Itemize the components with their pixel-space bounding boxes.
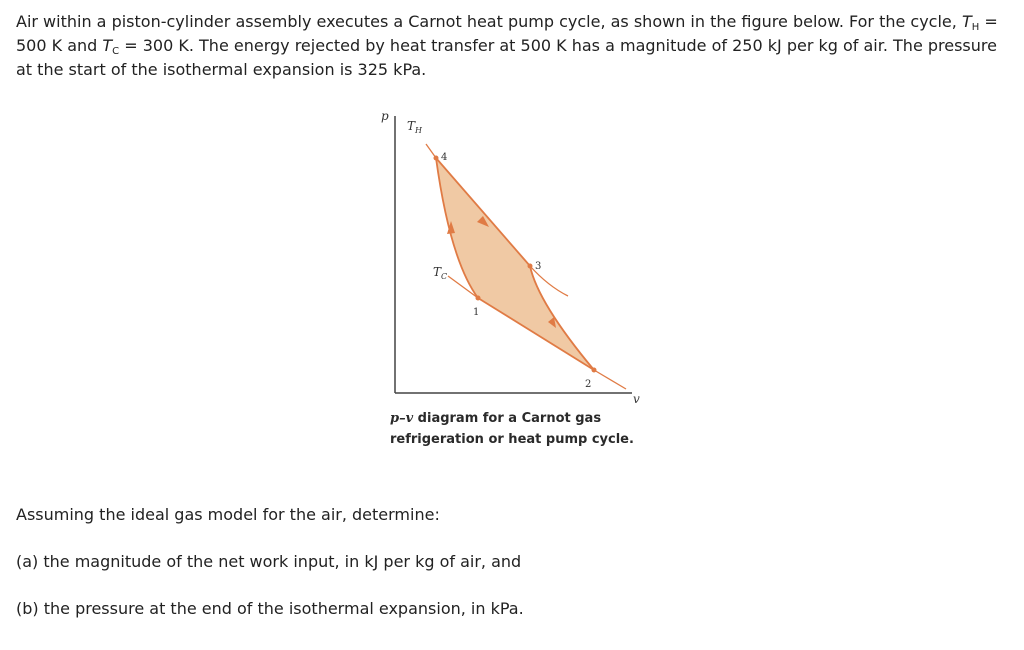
- state-point-3: [528, 264, 533, 269]
- point-label-2: 2: [585, 379, 592, 390]
- tc-subscript: C: [112, 46, 120, 57]
- x-axis-label: v: [633, 392, 640, 406]
- th-label: $T_H$: [407, 119, 422, 135]
- problem-text-3: = 300 K. The energy rejected by heat transfer at 500 K has a magnitude of 250 kJ per kg of air. The pressure at the start of the isothermal expansion is 325 kPa.: [16, 36, 997, 79]
- state-point-2: [592, 368, 597, 373]
- tc-isotherm-lower: [594, 370, 626, 389]
- state-point-4: [434, 156, 439, 161]
- caption-line-1-text: diagram for a Carnot gas: [413, 411, 602, 426]
- pv-diagram: [370, 108, 650, 453]
- question-part-b: (b) the pressure at the end of the isothermal expansion, in kPa.: [16, 599, 524, 618]
- caption-pv: p–v: [390, 411, 414, 426]
- caption-line-1: [390, 408, 650, 429]
- problem-text-2: = 500 K and: [16, 12, 998, 55]
- state-point-1: [476, 296, 481, 301]
- problem-statement: [16, 10, 1012, 82]
- th-subscript: H: [971, 22, 980, 33]
- pv-diagram-svg: [370, 108, 650, 408]
- problem-text-1: Air within a piston-cylinder assembly executes a Carnot heat pump cycle, as shown in the figure below. For the cycle,: [16, 12, 962, 31]
- caption-line-2: refrigeration or heat pump cycle.: [390, 432, 634, 447]
- y-axis-label: p: [381, 109, 389, 123]
- tc-label: $T_C$: [433, 265, 448, 281]
- tc-symbol: T: [102, 36, 113, 55]
- questions-intro: Assuming the ideal gas model for the air, determine:: [16, 505, 440, 524]
- figure-caption: [390, 408, 650, 450]
- th-isotherm-upper: [426, 144, 436, 158]
- point-label-1: 1: [473, 307, 480, 318]
- point-label-3: 3: [535, 261, 542, 272]
- question-part-a: (a) the magnitude of the net work input, in kJ per kg of air, and: [16, 552, 522, 571]
- th-symbol: T: [961, 12, 972, 31]
- point-label-4: 4: [441, 152, 448, 163]
